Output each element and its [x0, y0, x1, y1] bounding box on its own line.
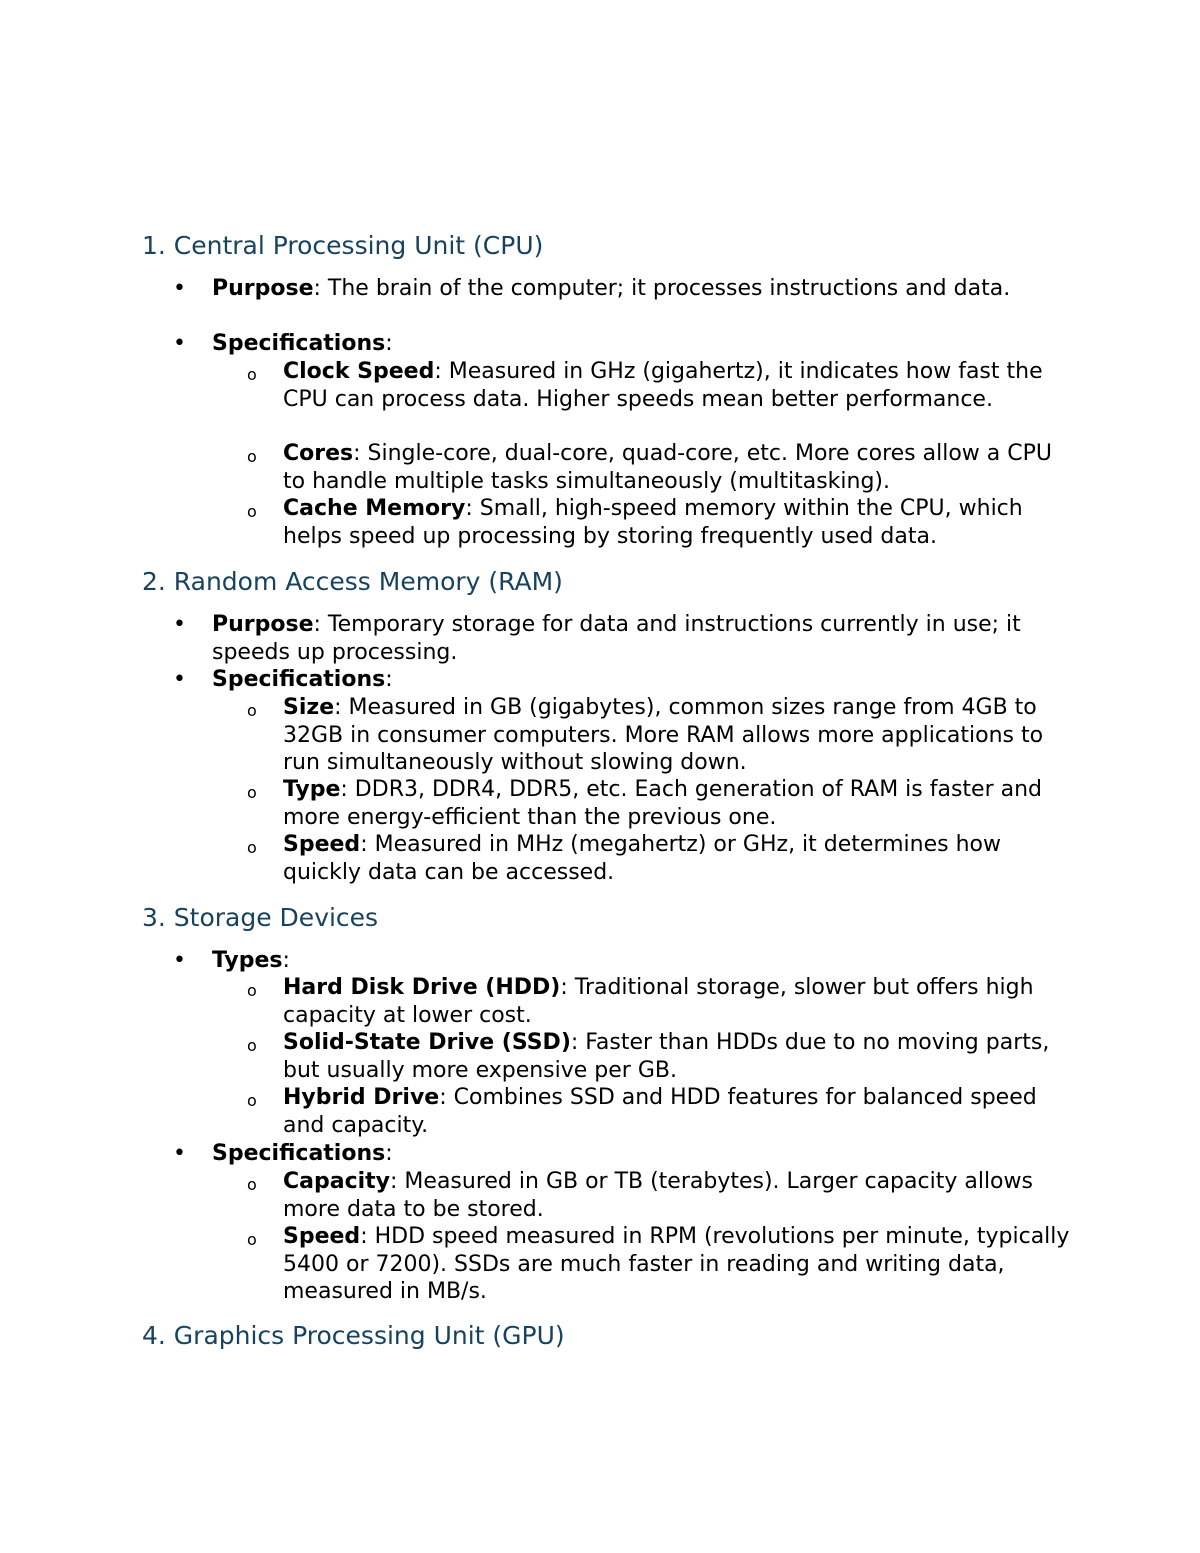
list-item [283, 440, 1073, 495]
section-heading-cpu: 1. Central Processing Unit (CPU) [142, 231, 544, 260]
item-term: Specifications [212, 1141, 386, 1166]
list-item [283, 495, 1073, 550]
item-text: : Combines SSD and HDD features for balanced speed and capacity. [283, 1085, 1037, 1138]
bullet-disc: • [173, 948, 186, 973]
item-text: : [385, 1141, 393, 1166]
item-term: Speed [283, 832, 361, 857]
item-term: Cores [283, 441, 354, 466]
bullet-circle: o [247, 783, 257, 802]
list-item [283, 1223, 1073, 1306]
item-text: : [282, 948, 290, 973]
item-text: : [385, 667, 393, 692]
list-item [212, 611, 1072, 666]
item-text: : Measured in GB or TB (terabytes). Larger capacity allows more data to be stored. [283, 1169, 1033, 1222]
bullet-circle: o [247, 1091, 257, 1110]
list-item [212, 666, 1072, 694]
item-text: : Single-core, dual-core, quad-core, etc. More cores allow a CPU to handle multiple tasks simultaneously (multitasking). [283, 441, 1052, 494]
bullet-disc: • [173, 667, 186, 692]
item-term: Cache Memory [283, 496, 466, 521]
section-heading-ram: 2. Random Access Memory (RAM) [142, 567, 563, 596]
list-item [283, 694, 1073, 777]
list-item [283, 1084, 1073, 1139]
item-text: : DDR3, DDR4, DDR5, etc. Each generation of RAM is faster and more energy-efficient than the previous one. [283, 777, 1043, 830]
bullet-circle: o [247, 502, 257, 521]
item-term: Type [283, 777, 341, 802]
list-item [283, 831, 1073, 886]
bullet-circle: o [247, 838, 257, 857]
item-term: Speed [283, 1224, 361, 1249]
item-text: : Measured in GB (gigabytes), common sizes range from 4GB to 32GB in consumer computers. More RAM allows more applications to run simultaneously without slowing down. [283, 695, 1044, 775]
bullet-circle: o [247, 447, 257, 466]
item-term: Capacity [283, 1169, 391, 1194]
item-text: : The brain of the computer; it processes instructions and data. [313, 276, 1011, 301]
list-item [283, 358, 1073, 413]
list-item [212, 1140, 1072, 1168]
bullet-circle: o [247, 1175, 257, 1194]
bullet-circle: o [247, 1036, 257, 1055]
bullet-circle: o [247, 1230, 257, 1249]
item-text: : Measured in MHz (megahertz) or GHz, it determines how quickly data can be accessed. [283, 832, 1001, 885]
item-term: Hard Disk Drive (HDD) [283, 975, 561, 1000]
bullet-circle: o [247, 981, 257, 1000]
bullet-disc: • [173, 276, 186, 301]
list-item [283, 974, 1073, 1029]
item-term: Size [283, 695, 335, 720]
item-text: : Faster than HDDs due to no moving parts, but usually more expensive per GB. [283, 1030, 1050, 1083]
item-text: : [385, 331, 393, 356]
list-item [212, 947, 1072, 975]
item-term: Solid-State Drive (SSD) [283, 1030, 571, 1055]
section-heading-gpu: 4. Graphics Processing Unit (GPU) [142, 1321, 565, 1350]
bullet-disc: • [173, 1141, 186, 1166]
list-item [283, 1168, 1073, 1223]
list-item [212, 330, 1072, 358]
item-text: : Temporary storage for data and instructions currently in use; it speeds up processing. [212, 612, 1021, 665]
list-item [283, 776, 1073, 831]
item-term: Purpose [212, 276, 314, 301]
item-text: : Traditional storage, slower but offers high capacity at lower cost. [283, 975, 1034, 1028]
list-item [283, 1029, 1073, 1084]
section-heading-storage: 3. Storage Devices [142, 903, 379, 932]
item-text: : Small, high-speed memory within the CPU, which helps speed up processing by storing frequently used data. [283, 496, 1023, 549]
item-text: : Measured in GHz (gigahertz), it indicates how fast the CPU can process data. Higher speeds mean better performance. [283, 359, 1043, 412]
bullet-disc: • [173, 612, 186, 637]
item-term: Hybrid Drive [283, 1085, 440, 1110]
item-term: Purpose [212, 612, 314, 637]
list-item [212, 275, 1072, 303]
item-text: : HDD speed measured in RPM (revolutions per minute, typically 5400 or 7200). SSDs are much faster in reading and writing data, measured in MB/s. [283, 1224, 1070, 1304]
item-term: Types [212, 948, 283, 973]
item-term: Clock Speed [283, 359, 435, 384]
item-term: Specifications [212, 667, 386, 692]
bullet-circle: o [247, 701, 257, 720]
bullet-disc: • [173, 331, 186, 356]
item-term: Specifications [212, 331, 386, 356]
bullet-circle: o [247, 365, 257, 384]
